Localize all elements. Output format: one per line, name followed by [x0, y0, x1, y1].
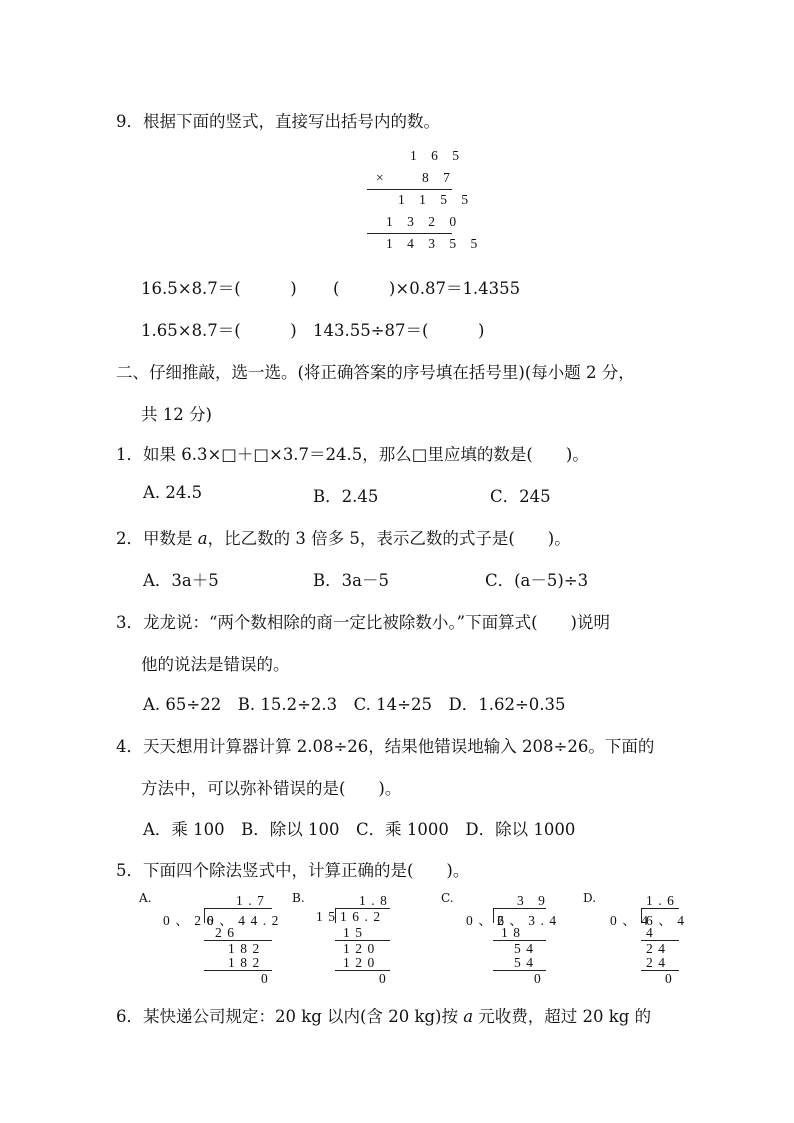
div-c-quotient: 3 9 — [517, 893, 551, 908]
q9-blank-3: 1.65×8.7＝( ) — [141, 321, 297, 340]
q4-options: A．乘 100 B．除以 100 C．乘 1000 D．除以 1000 — [143, 820, 576, 839]
div-a-r4: 0 — [261, 971, 274, 986]
div-a-r1: 26 — [215, 925, 240, 940]
div-a-r2: 182 — [228, 941, 265, 956]
div-b-r1: 15 — [343, 925, 368, 940]
div-b-quotient: 1.8 — [359, 893, 393, 908]
div-d-r3: 24 — [646, 955, 671, 970]
div-a-divisor: 0、26 — [163, 913, 219, 928]
div-b-r4: 0 — [379, 971, 392, 986]
q2-option-b: B．3a－5 — [313, 571, 389, 590]
q9-blank-4: 143.55÷87＝( ) — [313, 321, 485, 340]
div-c-r2: 54 — [514, 941, 539, 956]
div-c-r3: 54 — [514, 955, 539, 970]
mult-partial-1: 1 1 5 5 — [398, 192, 474, 207]
div-d-label: D. — [583, 891, 597, 905]
div-d-dividend: 6、4 — [646, 913, 690, 928]
div-d-r1: 4 — [646, 925, 659, 940]
q2-option-a: A．3a＋5 — [143, 571, 219, 590]
div-a-dividend: 0、44.2 — [207, 913, 284, 928]
q9-blank-2: ( )×0.87＝1.4355 — [333, 279, 521, 298]
div-a-label: A. — [139, 891, 152, 905]
div-d-r2: 24 — [646, 941, 671, 956]
div-b-r3: 120 — [343, 955, 380, 970]
q2-option-c: C．(a－5)÷3 — [485, 571, 589, 590]
q6-stem-post: 元收费，超过 20 kg 的 — [473, 1007, 652, 1026]
mult-sign: × — [376, 170, 390, 185]
div-b-r2: 120 — [343, 941, 380, 956]
div-c-dividend: 2、3.4 — [497, 913, 562, 928]
mult-partial-2: 1 3 2 0 — [386, 214, 462, 229]
mult-rule-1 — [367, 189, 452, 190]
mult-second: 8 7 — [422, 170, 456, 185]
div-c-r4: 0 — [534, 971, 547, 986]
q3-stem-cont: 他的说法是错误的。 — [141, 655, 290, 674]
q6-stem-pre: 6．某快递公司规定：20 kg 以内(含 20 kg)按 — [116, 1007, 464, 1026]
q6-stem-var: a — [463, 1007, 474, 1026]
q1-option-c: C．245 — [490, 487, 551, 506]
q9-stem: 9．根据下面的竖式，直接写出括号内的数。 — [116, 112, 440, 131]
div-d-divisor: 0、4 — [610, 913, 654, 928]
div-d-r4: 0 — [665, 971, 678, 986]
div-d-quotient: 1.6 — [646, 893, 680, 908]
q5-stem: 5．下面四个除法竖式中，计算正确的是( )。 — [116, 861, 470, 880]
q2-stem-var: a — [197, 529, 208, 548]
q3-options: A. 65÷22 B. 15.2÷2.3 C. 14÷25 D．1.62÷0.35 — [143, 695, 566, 714]
div-a-quotient: 1.7 — [236, 893, 270, 908]
div-c-label: C. — [441, 891, 454, 905]
div-a-r3: 182 — [228, 955, 265, 970]
q1-option-a: A. 24.5 — [143, 483, 203, 502]
q1-stem: 1．如果 6.3×□＋□×3.7＝24.5，那么□里应填的数是( )。 — [116, 445, 589, 464]
q9-blank-1: 16.5×8.7＝( ) — [141, 279, 297, 298]
q2-stem — [116, 525, 571, 549]
q4-stem: 4．天天想用计算器计算 2.08÷26，结果他错误地输入 208÷26。下面的 — [116, 737, 655, 756]
section-heading-cont: 共 12 分) — [141, 405, 212, 424]
div-b-label: B. — [292, 891, 305, 905]
q6-stem — [116, 1003, 651, 1027]
q1-option-b: B．2.45 — [313, 487, 379, 506]
q3-stem: 3．龙龙说：“两个数相除的商一定比被除数小。”下面算式( )说明 — [116, 613, 610, 632]
div-b-divisor: 15 — [316, 909, 341, 924]
q2-stem-post: ，比乙数的 3 倍多 5，表示乙数的式子是( )。 — [207, 529, 571, 548]
div-c-divisor: 0、6 — [466, 913, 510, 928]
mult-top: 1 6 5 — [410, 148, 465, 163]
div-b-dividend: 16.2 — [340, 909, 386, 924]
mult-rule-2 — [367, 233, 452, 234]
q2-stem-pre: 2．甲数是 — [116, 529, 198, 548]
div-c-r1: 18 — [501, 925, 526, 940]
section-heading: 二、仔细推敲，选一选。(将正确答案的序号填在括号里)(每小题 2 分， — [116, 363, 635, 382]
mult-result: 1 4 3 5 5 — [386, 236, 483, 251]
q4-stem-cont: 方法中，可以弥补错误的是( )。 — [141, 779, 402, 798]
